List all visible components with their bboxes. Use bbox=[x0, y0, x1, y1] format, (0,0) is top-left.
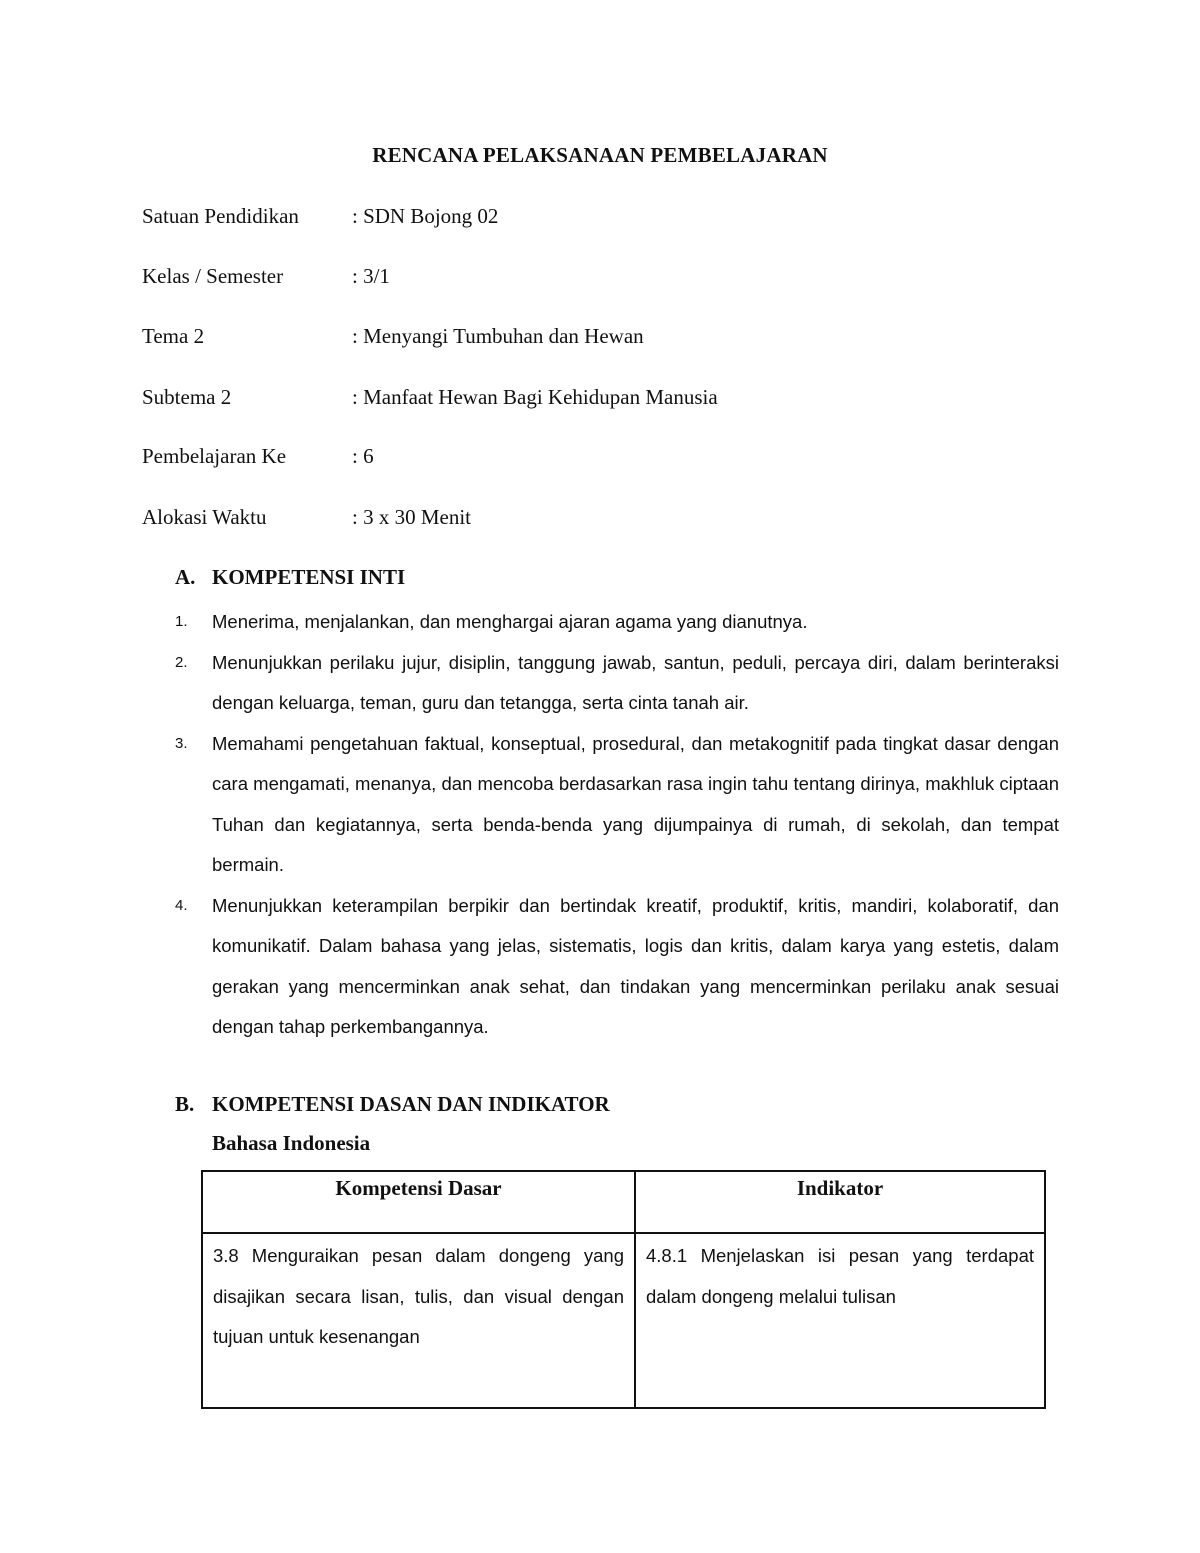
identity-value: : Manfaat Hewan Bagi Kehidupan Manusia bbox=[352, 385, 718, 409]
table-row bbox=[202, 1233, 1045, 1408]
identity-label: Alokasi Waktu bbox=[142, 505, 267, 529]
list-number: 2. bbox=[175, 653, 188, 671]
document-title: RENCANA PELAKSANAAN PEMBELAJARAN bbox=[372, 143, 828, 167]
identity-value: : 3/1 bbox=[352, 264, 390, 288]
list-text: Menunjukkan keterampilan berpikir dan bertindak kreatif, produktif, kritis, mandiri, kolaboratif, dan komunikatif. Dalam bahasa yang jelas, sistematis, logis dan kritis, dalam karya yang estetis, dalam gerakan yang mencerminkan anak sehat, dan tindakan yang mencerminkan perilaku anak sesuai dengan tahap perkembangannya. bbox=[212, 894, 1059, 1037]
kompetensi-inti-list bbox=[175, 602, 1059, 1048]
table-cell-kompetensi-dasar: 3.8 Menguraikan pesan dalam dongeng yang disajikan secara lisan, tulis, dan visual dengan tujuan untuk kesenangan bbox=[202, 1233, 635, 1408]
identity-value: : Menyangi Tumbuhan dan Hewan bbox=[352, 324, 644, 348]
column-header-indikator: Indikator bbox=[635, 1171, 1045, 1233]
table-header-row bbox=[202, 1171, 1045, 1233]
list-number: 3. bbox=[175, 734, 188, 752]
identity-label: Pembelajaran Ke bbox=[142, 444, 287, 468]
list-number: 4. bbox=[175, 896, 188, 914]
list-item bbox=[175, 886, 1059, 1048]
list-item bbox=[175, 724, 1059, 886]
list-text: Menunjukkan perilaku jujur, disiplin, tanggung jawab, santun, peduli, percaya diri, dalam berinteraksi dengan keluarga, teman, guru dan tetangga, serta cinta tanah air. bbox=[212, 651, 1059, 713]
list-text: Menerima, menjalankan, dan menghargai ajaran agama yang dianutnya. bbox=[212, 611, 808, 632]
identity-label: Kelas / Semester bbox=[142, 264, 284, 288]
section-letter: B. bbox=[175, 1092, 195, 1116]
identity-label: Satuan Pendidikan bbox=[142, 204, 299, 228]
list-item bbox=[175, 643, 1059, 724]
subject-title: Bahasa Indonesia bbox=[212, 1131, 371, 1155]
identity-value: : 6 bbox=[352, 444, 374, 468]
section-letter: A. bbox=[175, 565, 196, 589]
identity-value: : 3 x 30 Menit bbox=[352, 505, 471, 529]
column-header-kompetensi-dasar: Kompetensi Dasar bbox=[202, 1171, 635, 1233]
section-title: KOMPETENSI DASAN DAN INDIKATOR bbox=[212, 1092, 610, 1116]
kompetensi-table bbox=[201, 1170, 1046, 1409]
list-number: 1. bbox=[175, 613, 188, 630]
identity-label: Tema 2 bbox=[142, 324, 205, 348]
identity-label: Subtema 2 bbox=[142, 385, 232, 409]
table-cell-indikator: 4.8.1 Menjelaskan isi pesan yang terdapat dalam dongeng melalui tulisan bbox=[635, 1233, 1045, 1408]
identity-value: : SDN Bojong 02 bbox=[352, 204, 499, 228]
list-text: Memahami pengetahuan faktual, konseptual, prosedural, dan metakognitif pada tingkat dasar dengan cara mengamati, menanya, dan mencoba berdasarkan rasa ingin tahu tentang dirinya, makhluk ciptaan Tuhan dan kegiatannya, serta benda-benda yang dijumpainya di rumah, di sekolah, dan tempat bermain. bbox=[212, 732, 1059, 875]
section-title: KOMPETENSI INTI bbox=[212, 565, 406, 589]
list-item bbox=[175, 602, 1059, 643]
